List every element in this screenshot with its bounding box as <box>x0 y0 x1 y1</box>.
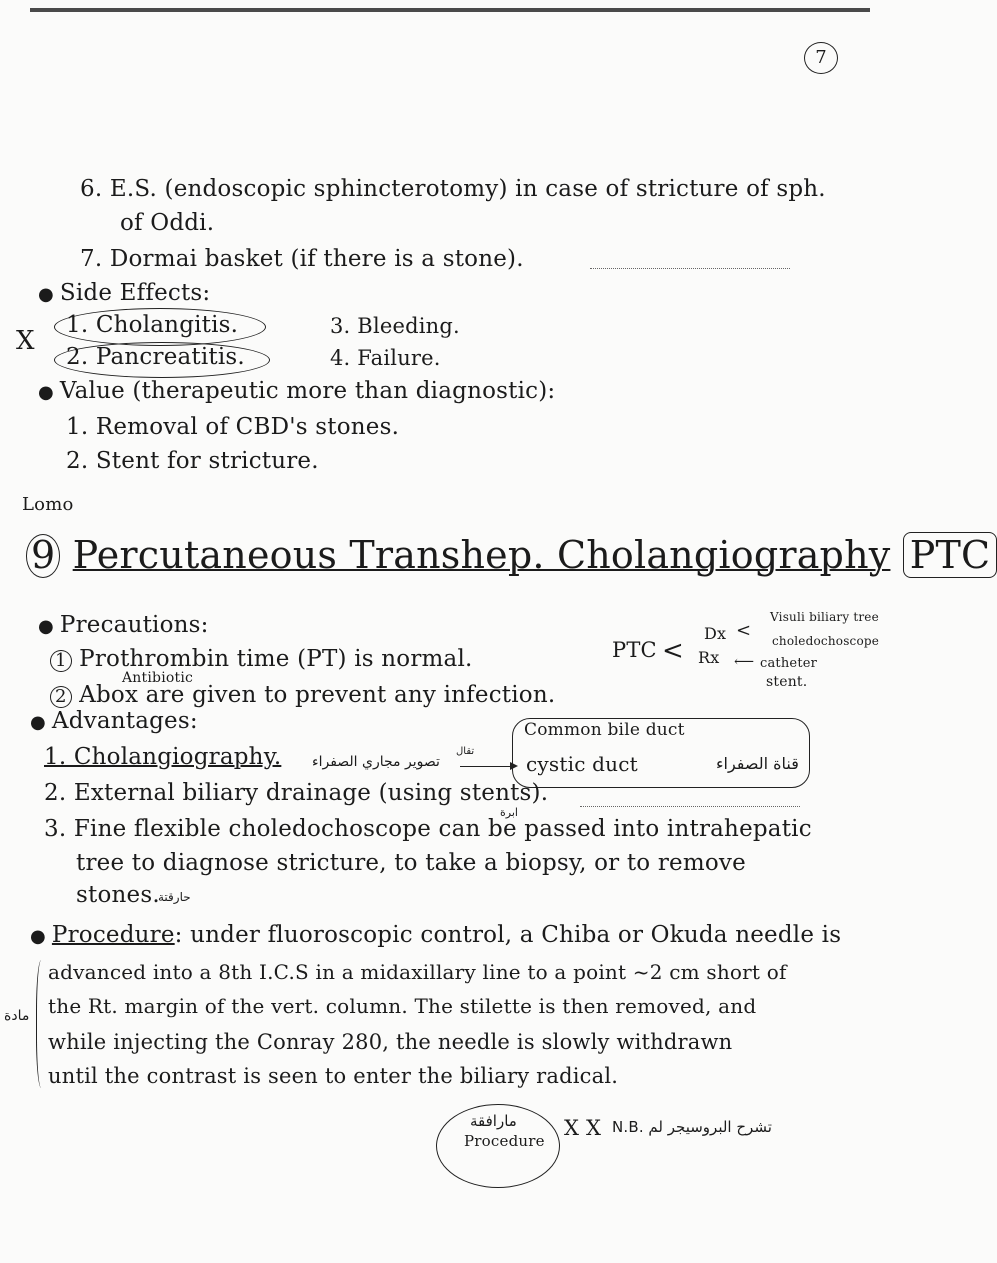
branch-icon: < <box>736 620 752 641</box>
item-number-circle: 2 <box>50 686 72 708</box>
side-effect-4: 4. Failure. <box>330 346 441 370</box>
arabic-note: تصوير مجاري الصفراء <box>312 754 440 770</box>
item-number-circle: 1 <box>50 650 72 672</box>
oval-arabic: مارافقة <box>470 1112 517 1130</box>
duct-box-top: Common bile duct <box>524 720 685 740</box>
es-item-6-line2: of Oddi. <box>120 210 215 236</box>
procedure-line5: until the contrast is seen to enter the biliary radical. <box>48 1064 619 1088</box>
side-effects-heading: ● Side Effects: <box>38 280 211 306</box>
side-effect-3: 3. Bleeding. <box>330 314 460 338</box>
bullet-icon: ● <box>30 712 46 733</box>
es-item-6-line1: 6. E.S. (endoscopic sphincterotomy) in case of stricture of sph. <box>80 176 826 202</box>
rx-target-1: catheter <box>760 656 818 671</box>
procedure-line2: advanced into a 8th I.C.S in a midaxillary line to a point ~2 cm short of <box>48 960 787 984</box>
antibiotic-note: Antibiotic <box>122 670 194 686</box>
bullet-icon: ● <box>38 382 54 403</box>
section-number: 9 <box>26 534 60 578</box>
ptc-title-line <box>26 532 997 578</box>
procedure-line3: the Rt. margin of the vert. column. The stilette is then removed, and <box>48 994 757 1018</box>
advantage-3-line1: 3. Fine flexible choledochoscope can be passed into intrahepatic <box>44 816 812 842</box>
advantage-3-line2: tree to diagnose stricture, to take a biopsy, or to remove <box>76 850 746 876</box>
procedure-line4: while injecting the Conray 280, the needle is slowly withdrawn <box>48 1030 733 1054</box>
dx-target-1: Visuli biliary tree <box>770 610 879 624</box>
xx-mark: X X <box>564 1116 602 1140</box>
precautions-heading: ● Precautions: <box>38 612 209 638</box>
value-heading: ● Value (therapeutic more than diagnostic): <box>38 378 556 404</box>
side-effect-2: 2. Pancreatitis. <box>66 344 245 370</box>
precaution-1: 1 Prothrombin time (PT) is normal. <box>50 646 473 672</box>
arabic-side-note: مادة <box>4 1008 30 1024</box>
arabic-note: ابرة <box>500 806 518 819</box>
bullet-icon: ● <box>30 926 46 947</box>
es-item-7: 7. Dormai basket (if there is a stone). <box>80 246 524 272</box>
side-effect-1: 1. Cholangitis. <box>66 312 239 338</box>
ptc-title: Percutaneous Transhep. Cholangiography <box>72 533 891 577</box>
arrow-icon: ⟵ <box>734 654 755 670</box>
dx-label: Dx <box>704 624 727 643</box>
bullet-icon: ● <box>38 616 54 637</box>
ptc-diagram-label: PTC <box>612 638 657 662</box>
procedure-heading: Procedure <box>51 922 175 948</box>
advantage-1: 1. Cholangiography. <box>44 744 282 770</box>
duct-box-bottom-ar: قناة الصفراء <box>716 754 799 773</box>
procedure-line1: ● Procedure: under fluoroscopic control, a Chiba or Okuda needle is <box>30 922 842 948</box>
dotted-rule <box>590 268 790 269</box>
value-item-1: 1. Removal of CBD's stones. <box>66 414 400 440</box>
branch-icon: < <box>662 636 684 666</box>
advantage-3-line3: stones. <box>76 882 160 908</box>
arabic-note: تقال <box>456 746 475 757</box>
arrow-icon <box>460 766 516 767</box>
precaution-2: 2 Abox are given to prevent any infection. <box>50 682 555 708</box>
rx-label: Rx <box>698 648 720 667</box>
margin-x-mark: X <box>16 326 35 356</box>
arabic-note: حارقتة <box>158 890 191 904</box>
dx-target-2: choledochoscope <box>772 634 880 648</box>
value-item-2: 2. Stent for stricture. <box>66 448 319 474</box>
nb-note: تشرح البروسيجر لم .N.B <box>612 1118 772 1136</box>
dotted-rule <box>580 806 800 807</box>
page-number: 7 <box>804 42 838 74</box>
advantage-2: 2. External biliary drainage (using stents). <box>44 780 549 806</box>
oval-english: Procedure <box>464 1132 545 1150</box>
margin-note: Lomo <box>22 494 74 515</box>
page-top-edge <box>30 8 870 12</box>
ptc-abbr-box: PTC <box>903 532 997 578</box>
duct-box-bottom-en: cystic duct <box>526 752 638 776</box>
advantages-heading: ● Advantages: <box>30 708 198 734</box>
rx-target-2: stent. <box>766 674 808 690</box>
bullet-icon: ● <box>38 284 54 305</box>
